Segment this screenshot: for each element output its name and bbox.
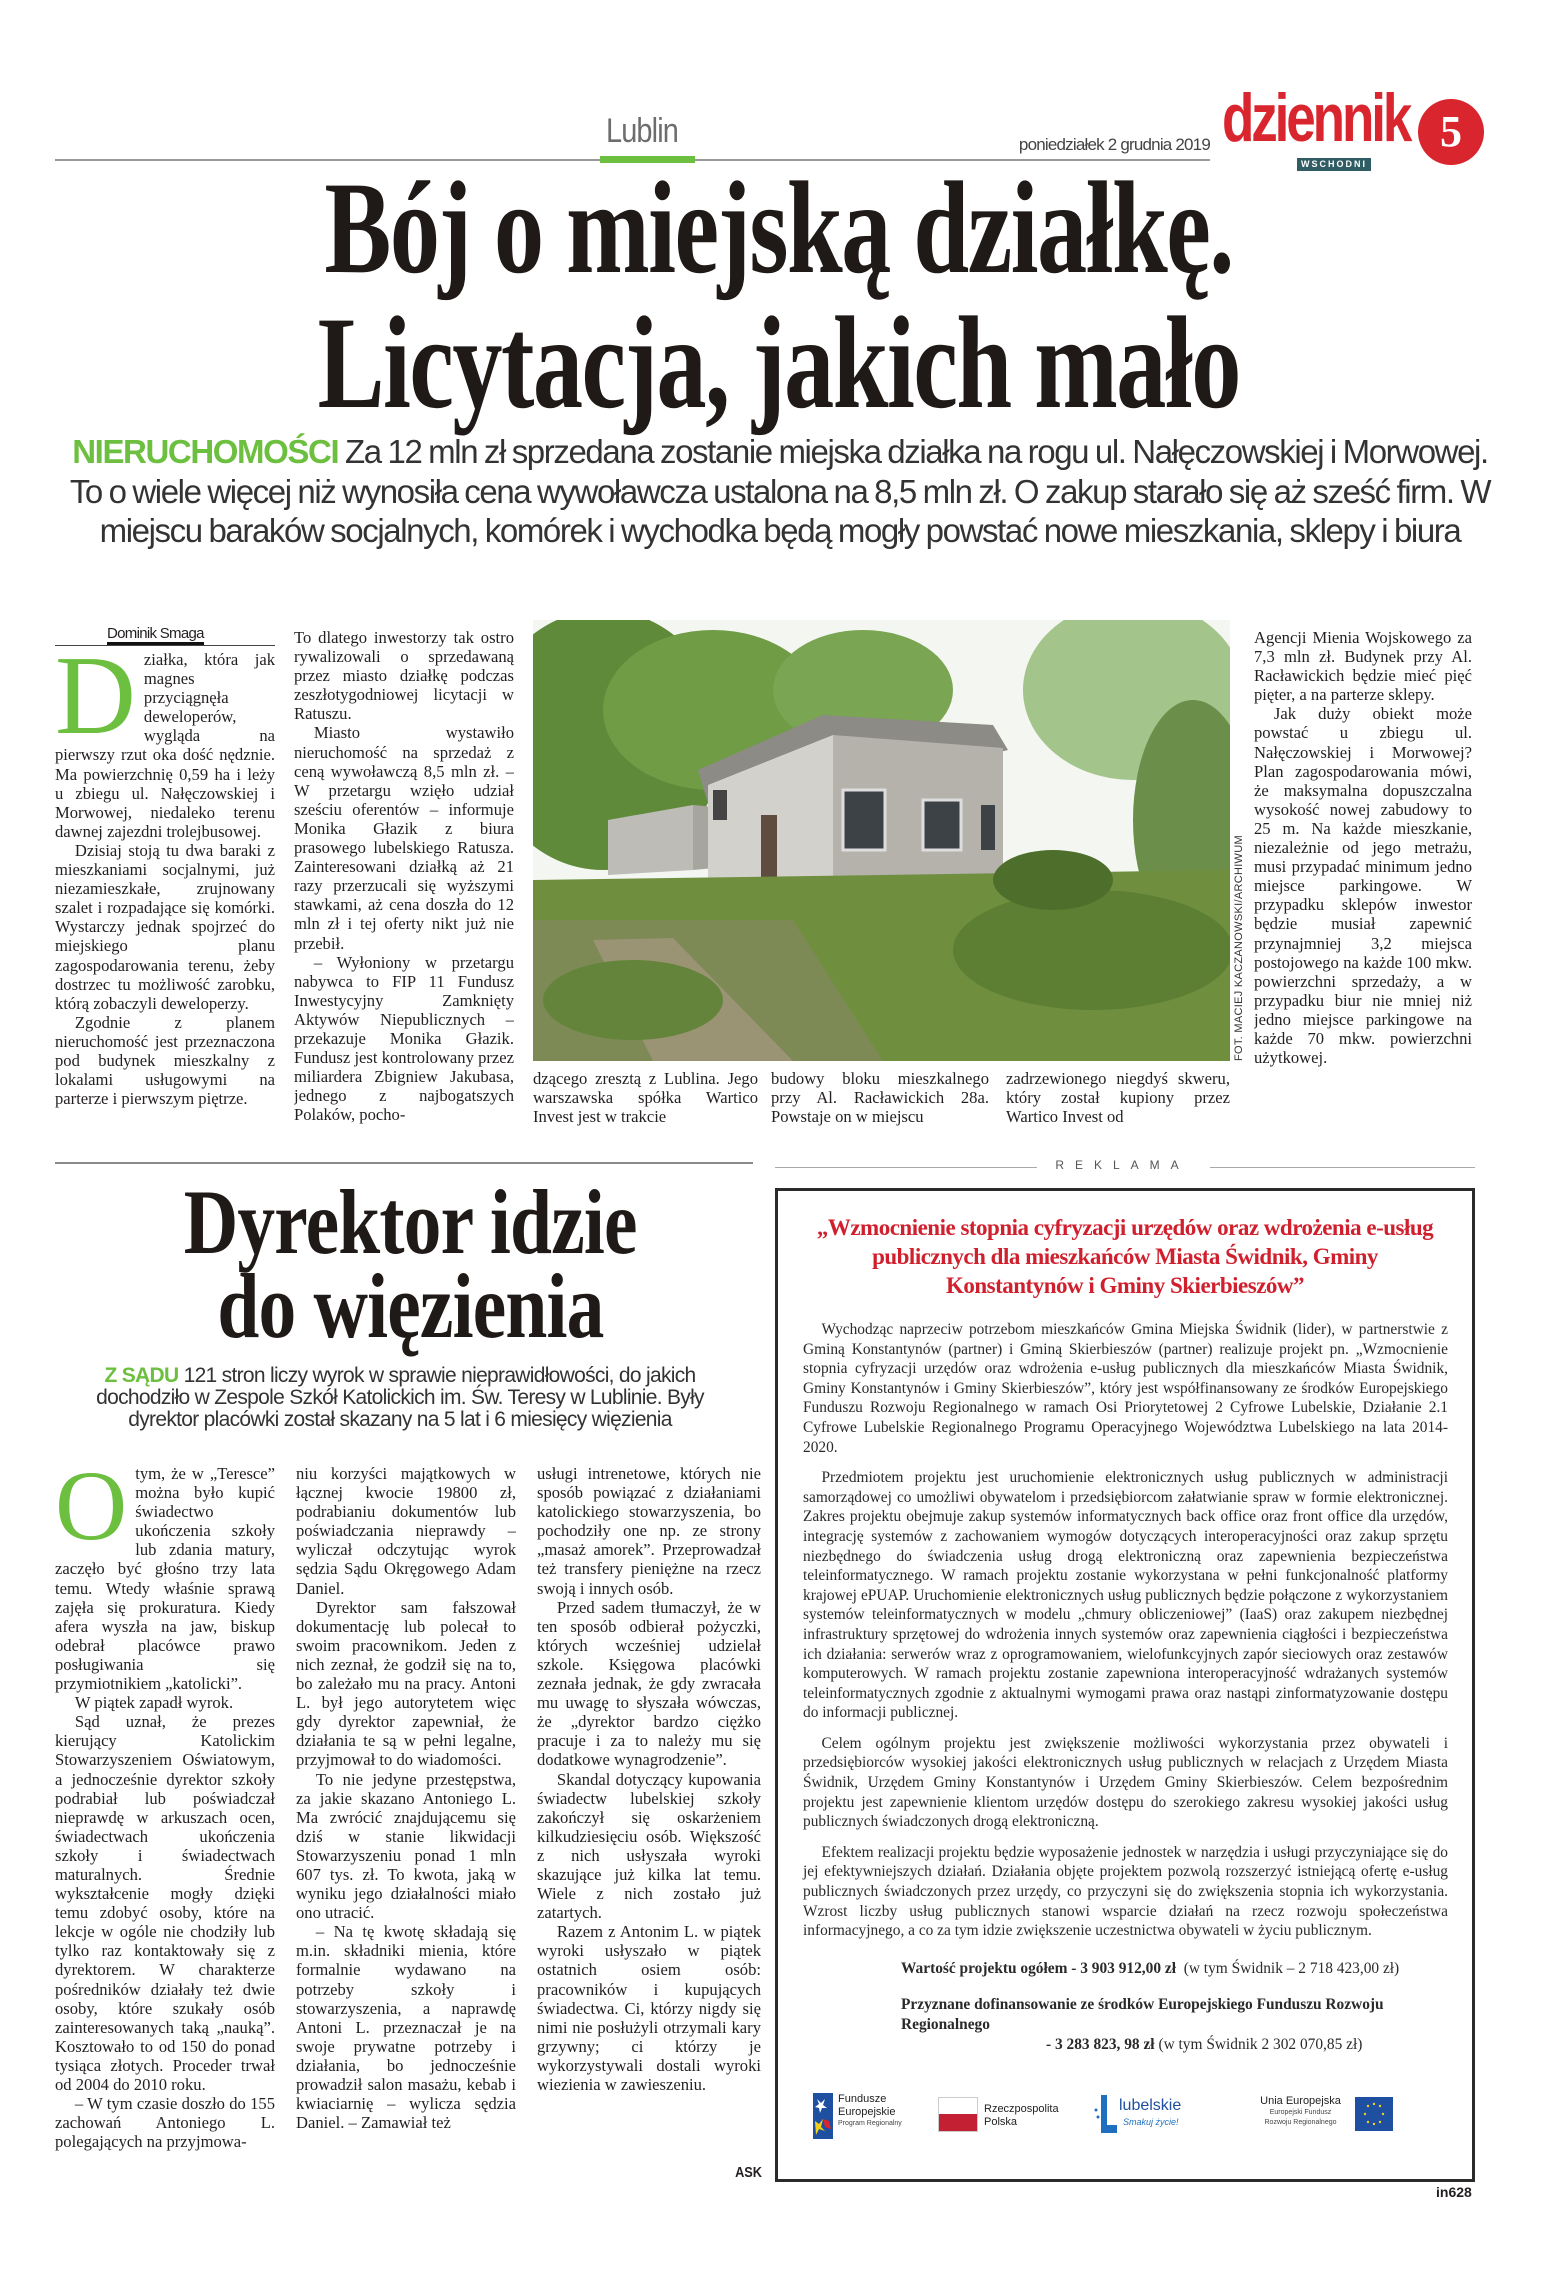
ad-funding-info	[901, 1959, 1448, 2055]
funding-value: Przyznane dofinansowanie ze środków Europejskiego Funduszu Rozwoju Regionalnego	[901, 1995, 1384, 2033]
article2-column-2	[296, 1464, 516, 2164]
logo-lubelskie: lubelskie Smakuj życie!	[1093, 2091, 1213, 2141]
headline2-line-2: do więzienia	[216, 1255, 604, 1357]
logo-wordmark: dziennik	[1222, 80, 1410, 156]
project-value: Wartość projektu ogółem - 3 903 912,00 zł (w tym Świdnik – 2 718 423,00 zł)	[901, 1959, 1400, 1977]
paragraph: Dyrektor sam fałszował dokumentację lub polecał to swoim pracownikom. Jeden z nich zeznał, że godził się na to, bo zależało mu na pracy. Antoni L. był jego autorytetem więc gdy dyrektor zapewniał, że działania te są w pełni legalne, przyjmował to do wiadomości.	[296, 1597, 516, 1770]
article-column-5	[1006, 1069, 1230, 1129]
paragraph: To dlatego inwestorzy tak ostro rywalizowali o sprzedawaną przez miasto działkę podczas zeszłotygodniowej licytacji w Ratuszu.	[294, 628, 514, 724]
paragraph: zadrzewionego niegdyś skweru, który został kupiony przez Wartico Invest od	[1006, 1069, 1230, 1127]
article-lead	[60, 432, 1500, 551]
reklama-rule-right	[1210, 1167, 1475, 1168]
paragraph: ziałka, która jak magnes przyciągnęła deweloperów, wygląda na pierwszy rzut oka dość nędznie. Ma powierzchnię 0,59 ha i leży u zbiegu ul. Nałęczowskiej i Morwowej, niedaleko terenu dawnej zajezdni trolejbusowej.	[55, 650, 275, 841]
ad-paragraph: Wychodząc naprzeciw potrzebom mieszkańców Gmina Miejska Świdnik (lider), w partnerstwie z Gminą Konstantynów (partner) i Gminą Skierbieszów (partner) realizuje projekt pn. „Wzmocnienie stopnia cyfryzacji urzędów oraz wdrożenia e-usług publicznych dla mieszkańców Miasta Świdnik, Gminy Konstantynów i Gminy Skierbieszów”, który jest współfinansowany ze środków Europejskiego Funduszu Rozwoju Regionalnego w ramach Osi Priorytetowej 2 Cyfrowe Lubelskie, Działanie 2.1 Cyfrowe Lubelskie Regionalnego Programu Operacyjnego Województwa Lubelskiego na lata 2014-2020.	[803, 1321, 1448, 1456]
article-photo-barracks	[533, 620, 1230, 1061]
paragraph: usługi intrenetowe, których nie sposób powiązać z działaniami katolickiego stowarzyszenia, bo pochodziły one np. ze strony „masaż amorek”. Przeprowadzał też transfery pieniężne na rzecz swoją i innych osób.	[537, 1464, 761, 1598]
paragraph: – Wyłoniony w przetargu nabywca to FIP 11 Fundusz Inwestycyjny Zamknięty Aktywów Niepublicznych – przekazuje Monika Głazik. Fundusz jest kontrolowany przez miliardera Zbigniew Jakubasa, jednego z najbogatszych Polaków, pocho-	[294, 952, 514, 1125]
reklama-rule-left	[775, 1167, 1037, 1168]
paragraph: Przed sadem tłumaczył, że w ten sposób odbierał pożyczki, których wcześniej udzielał szkole. Księgowa placówki zeznała jednak, że gdy zwracała mu uwagę to słyszała wówczas, że „dyrektor bardzo ciężko pracuje i za to należy mu się dodatkowe wynagrodzenie”.	[537, 1597, 761, 1770]
author-signature: ASK	[735, 2164, 762, 2181]
byline	[55, 625, 275, 646]
paragraph: Jak duży obiekt może powstać u zbiegu ul. Nałęczowskiej i Morwowej? Plan zagospodarowania mówi, że maksymalna dopuszczalna wysokość nowej zabudowy to 25 m. Na każde mieszkanie, niezależnie od jego metrażu, musi przypadać minimum jedno miejsce parkingowe. W przypadku sklepów inwestor będzie musiał zapewnić przynajmniej 3,2 miejsca postojowego na każde 100 mkw. powierzchni sprzedaży, a w przypadku biur nie mniej niż jedno miejsce parkingowe na każde 70 mkw. powierzchni użytkowej.	[1254, 704, 1472, 1068]
lead2-kicker: Z SĄDU	[104, 1364, 179, 1387]
paragraph: dzącego zresztą z Lublina. Jego warszawska spółka Wartico Invest jest w trakcie	[533, 1069, 758, 1127]
paragraph: tym, że w „Teresce” można było kupić świadectwo ukończenia szkoły lub zdania matury, zaczęło być głośno trzy lata temu. Wtedy właśnie sprawą zajęła się prokuratura. Kiedy afera wyszła na jaw, biskup odebrał placówce prawo posługiwania się przymiotnikiem „katolicki”.	[55, 1464, 275, 1694]
paragraph: Skandal dotyczący kupowania świadectw lubelskiej szkoły zakończył się oskarżeniem kilkudziesięciu osób. Większość z nich usłyszała wyroki skazujące już kilka lat temu. Wiele z nich zostało już zatartych.	[537, 1769, 761, 1923]
photo-credit: FOT. MACIEJ KACZANOWSKI/ARCHIWUM	[1233, 835, 1245, 1061]
lead-kicker: NIERUCHOMOŚCI	[72, 433, 339, 470]
lead2-text: 121 stron liczy wyrok w sprawie nieprawidłowości, do jakich dochodziło w Zespole Szkół Katolickich im. Św. Teresy w Lublinie. Były dyrektor placówki został skazany na 5 lat i 6 miesięcy więzienia	[96, 1364, 704, 1431]
headline-line-2: Licytacja, jakich mało	[317, 289, 1241, 436]
ad-paragraph: Efektem realizacji projektu będzie wyposażenie jednostek w narzędzia i usługi przyczyniające się do jej efektywniejszych działań. Działania objęte projektem pozwolą rozszerzyć istniejącą ofertę e-usług publicznych świadczonych przez urzędy, co przyczyni się do zwiększenia stopnia ich wykorzystania. Wzrost liczby usług publicznych stanowi wsparcie działań na rzecz rozwoju społeczeństwa informacyjnego, a co za tym idzie zwiększenie uczestnictwa obywateli w życiu publicznym.	[803, 1843, 1448, 1940]
ad-code: in628	[1436, 2184, 1472, 2200]
paragraph: – W tym czasie doszło do 155 zachowań Antoniego L. polegających na przyjmowa-	[55, 2094, 275, 2152]
article2-lead	[70, 1365, 730, 1431]
paragraph: Zgodnie z planem nieruchomość jest przeznaczona pod budynek mieszkalny z lokalami usługowymi na parterze i pierwszym piętrze.	[55, 1012, 275, 1109]
funding-amount: - 3 283 823, 98 zł (w tym Świdnik 2 302 070,85 zł)	[1046, 2035, 1363, 2053]
drop-cap: O	[55, 1464, 128, 1561]
lead-text: Za 12 mln zł sprzedana zostanie miejska działka na rogu ul. Nałęczowskiej i Morwowej. To o wiele więcej niż wynosiła cena wywoławcza ustalona na 8,5 mln zł. O zakup starało się aż sześć firm. W miejscu baraków socjalnych, komórek i wychodka będą mogły powstać nowe mieszkania, sklepy i biura	[69, 433, 1491, 549]
logo-rzeczpospolita-polska: Rzeczpospolita Polska	[938, 2091, 1073, 2141]
section-label: Lublin	[605, 112, 679, 150]
paragraph: Agencji Mienia Wojskowego za 7,3 mln zł. Budynek przy Al. Racławickich będzie mieć pięć pięter, a na parterze sklepy.	[1254, 628, 1472, 705]
page-number: 5	[1418, 99, 1484, 165]
ad-logos	[803, 2091, 1452, 2141]
headline-line-1: Bój o miejską działkę.	[324, 154, 1234, 301]
paragraph: Razem z Antonim L. w piątek wyroki usłyszało w piątek ostatnich osiem osób: pracowników i kupujących świadectwa. Ci, którzy nigdy się nimi nie posłużyli otrzymali kary grzywny; ci którzy je wykorzystywali dostali wyroki wiezienia w zawieszeniu.	[537, 1922, 761, 2094]
advertisement-box	[775, 1188, 1475, 2182]
article-column-4	[771, 1069, 989, 1129]
paragraph: Dzisiaj stoją tu dwa baraki z mieszkaniami socjalnymi, już niezamieszkałe, zrujnowany szalet i rozpadające się komórki. Wystarczy jednak spojrzeć do miejskiego planu zagospodarowania terenu, żeby dostrzec tu możliwość zarobku, którą zobaczyli deweloperzy.	[55, 840, 275, 1013]
ad-body	[803, 1320, 1448, 1941]
section-divider	[55, 1162, 753, 1164]
paragraph: budowy bloku mieszkalnego przy Al. Racławickich 28a. Powstaje on w miejscu	[771, 1069, 989, 1127]
eu-flag-icon	[1355, 2097, 1393, 2131]
article-column-6	[1254, 628, 1472, 1135]
paragraph: W piątek zapadł wyrok.	[74, 1693, 234, 1713]
drop-cap: D	[55, 650, 136, 758]
issue-date: poniedziałek 2 grudnia 2019	[1018, 135, 1210, 154]
logo-unia-europejska: Unia Europejska Europejski Fundusz Rozwoju Regionalnego	[1253, 2091, 1453, 2141]
logo-subtitle: WSCHODNI	[1297, 158, 1371, 171]
paragraph: niu korzyści majątkowych w łącznej kwocie 19800 zł, podrabianiu dokumentów lub poświadczania nieprawdy – wyliczał odczytując wyrok sędzia Sądu Okręgowego Adam Daniel.	[296, 1464, 516, 1598]
ad-title: „Wzmocnienie stopnia cyfryzacji urzędów oraz wdrożenia e-usług publicznych dla mieszkańców Miasta Świdnik, Gminy Konstantynów i Gminy Skierbieszów”	[816, 1215, 1434, 1298]
author-name: Dominik Smaga	[107, 625, 204, 645]
logo-fundusze-europejskie: Fundusze Europejskie Program Regionalny	[813, 2091, 928, 2141]
headline2-line-1: Dyrektor idzie	[183, 1171, 637, 1273]
article2-column-1	[55, 1464, 275, 2164]
article-column-1	[55, 650, 275, 1135]
paragraph: To nie jedyne przestępstwa, za jakie skazano Antoniego L. Ma zwrócić znajdującemu się dziś w stanie likwidacji Stowarzyszeniu ponad 1 mln 607 tys. zł. To kwota, jaką w wyniku jego działalności miało ono utracić.	[296, 1769, 516, 1923]
advertisement-label: REKLAMA	[1055, 1158, 1190, 1172]
paragraph: Sąd uznał, że prezes kierujący Katolickim Stowarzyszeniem Oświatowym, a jednocześnie dyrektor szkoły podrabiał lub poświadczał nieprawdę w arkuszach ocen, świadectwach ukończenia szkoły i świadectwach maturalnych. Średnie wykształcenie mogły dzięki temu zdobyć osoby, które na lekcje w ogóle nie chodziły lub tylko raz kontaktowały się z dyrektorem. W charakterze pośredników działały też dwie osoby, które szukały osób zainteresowanych taką „nauką”. Kosztowało to od 150 do ponad tysiąca złotych. Proceder trwał od 2004 do 2010 roku.	[55, 1712, 275, 2094]
ad-paragraph: Celem ogólnym projektu jest zwiększenie możliwości wykorzystania przez obywateli i przedsiębiorców wysokiej jakości elektronicznych usług publicznych w relacjach z Urzędem Miasta Świdnik, Urzędem Gminy Konstantynów i Urzędem Gminy Skierbieszów. Celem bezpośrednim projektu jest zapewnienie klientom urzędów dostępu do szerokiego zakresu wysokiej jakości usług publicznych świadczonych drogą elektroniczną.	[803, 1734, 1448, 1831]
paragraph: Miasto wystawiło nieruchomość na sprzedaż z ceną wywoławczą 8,5 mln zł. – W przetargu wzięło udział sześciu oferentów – informuje Monika Głazik z biura prasowego lubelskiego Ratusza. Zainteresowani działką aż 21 razy przerzucali się wyższymi stawkami, aż cena doszła do 12 mln zł i tej oferty nikt już nie przebił.	[294, 723, 514, 953]
ad-paragraph: Przedmiotem projektu jest uruchomienie elektronicznych usług publicznych w administracji samorządowej co umożliwi obywatelom i przedsiębiorcom załatwianie spraw w formie elektronicznej. Zakres projektu obejmuje zakup systemów informatycznych back office oraz front office dla urzędów, integrację systemów z zachowaniem wymogów dotyczących interoperacyjności oraz zakup sprzętu niezbędnego do świadczenia usług drogą elektroniczną oraz zapewnienia bezpieczeństwa teleinformatycznego. W ramach projektu zostanie wykorzystana w pełni funkcjonalność platformy krajowej ePUAP. Uruchomienie elektronicznych usług publicznych będzie połączone z wykorzystaniem systemów teleinformatycznych w modelu „chmury obliczeniowej” (IaaS) oraz zakupem niezbędnej infrastruktury sprzętowej do wdrożenia innych systemów oraz zapewnienia ciągłości i bezpieczeństwa ich działania: serwerów wraz z oprogramowaniem, wielofunkcyjnych zapór sieciowych oraz zestawów komputerowych. W ramach projektu zostanie zapewniona interoperacyjność wdrażanych systemów teleinformatycznych zgodnie z aktualnymi wymogami prawa oraz nastąpi zinformatyzowanie dostępu do informacji publicznej.	[803, 1469, 1448, 1722]
article2-column-3	[537, 1464, 761, 2159]
article-column-2	[294, 628, 514, 1135]
article-column-3	[533, 1069, 758, 1129]
paragraph: – Na tę kwotę składają się m.in. składniki mienia, które formalnie wydawano na potrzeby szkoły i stowarzyszenia, a naprawdę Antoni L. przeznaczał je na swoje prywatne potrzeby i działania, bo jednocześnie prowadził salon masażu, kebab i kwiaciarnię – wylicza sędzia Daniel. – Zamawiał też	[296, 1922, 516, 2133]
